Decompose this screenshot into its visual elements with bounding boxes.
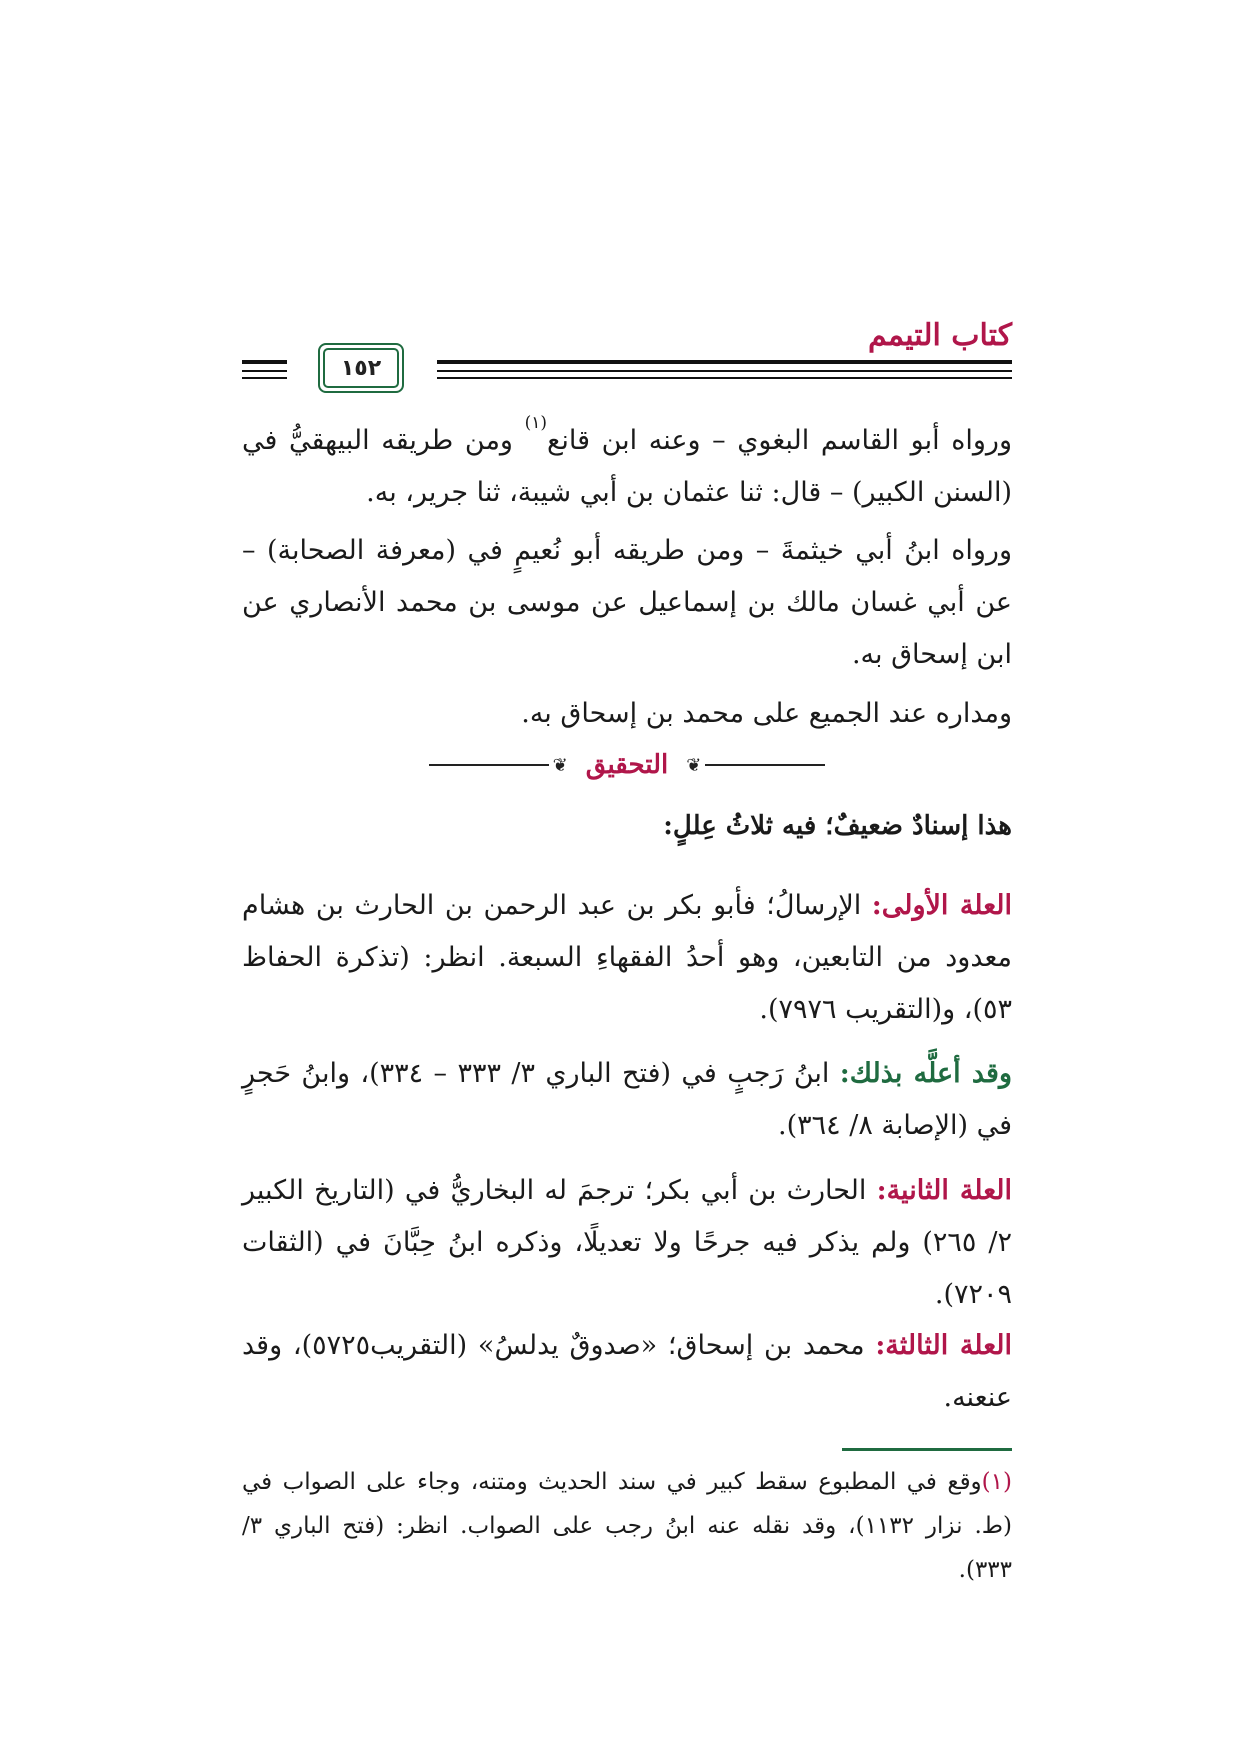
paragraph (242, 1320, 1012, 1424)
footnote-divider (842, 1448, 1012, 1451)
section-heading (242, 745, 1012, 785)
paragraph-text: محمد بن إسحاق؛ «صدوقٌ يدلسُ» (التقريب٥٧٢٥)، وقد عنعنه. (242, 1330, 1012, 1413)
footnote-text: وقع في المطبوع سقط كبير في سند الحديث ومتنه، وجاء على الصواب في (ط. نزار ١١٣٢)، وقد نقله عنه ابنُ رجب على الصواب. انظر: (فتح الباري ٣/ ٣٣٣). (242, 1469, 1012, 1583)
section-subheading: هذا إسنادٌ ضعيفٌ؛ فيه ثلاثُ عِللٍ: (663, 811, 1012, 841)
illness-label: العلة الأولى: (871, 890, 1012, 921)
page-header (242, 318, 1012, 393)
page-number-badge (318, 343, 404, 393)
paragraph (242, 880, 1012, 1036)
section-title: التحقيق (585, 750, 669, 780)
page-number: ١٥٢ (323, 348, 399, 388)
book-title: كتاب التيمم (867, 318, 1012, 353)
paragraph (242, 1165, 1012, 1321)
ornament-icon: ❦ (686, 754, 702, 776)
paragraph-text: الإرسالُ؛ فأبو بكر بن عبد الرحمن بن الحارث بن هشام معدود من التابعين، وهو أحدُ الفقهاءِ السبعة. انظر: (تذكرة الحفاظ ٥٣)، و(التقريب ٧٩٧٦). (242, 890, 1012, 1025)
paragraph-text: ومن طريقه البيهقيُّ في (السنن الكبير) – قال: ثنا عثمان بن أبي شيبة، ثنا جرير، به. (242, 425, 1012, 508)
divider (429, 764, 549, 766)
footnote-reference[interactable]: (١) (524, 413, 547, 433)
paragraph (242, 1048, 1012, 1152)
ornament-icon: ❦ (552, 754, 568, 776)
paragraph-text: الحارث بن أبي بكر؛ ترجمَ له البخاريُّ في (التاريخ الكبير ٢/ ٢٦٥) ولم يذكر فيه جرحًا ولا تعديلًا، وذكره ابنُ حِبَّانَ في (الثقات ٧٢٠٩). (242, 1175, 1012, 1310)
illness-label: العلة الثالثة: (875, 1330, 1012, 1361)
footnote-number: (١) (981, 1469, 1012, 1495)
paragraph (242, 415, 1012, 519)
paragraph-text: ابنُ رَجبٍ في (فتح الباري ٣/ ٣٣٣ – ٣٣٤)، وابنُ حَجرٍ في (الإصابة ٨/ ٣٦٤). (242, 1058, 1012, 1141)
illness-label: وقد أعلَّه بذلك: (839, 1058, 1012, 1089)
paragraph-text: ورواه أبو القاسم البغوي – وعنه ابن قانع (546, 425, 1012, 456)
illness-label: العلة الثانية: (876, 1175, 1012, 1206)
divider (705, 764, 825, 766)
paragraph: ورواه ابنُ أبي خيثمةَ – ومن طريقه أبو نُعيمٍ في (معرفة الصحابة) – عن أبي غسان مالك بن إسماعيل عن موسى بن محمد الأنصاري عن ابن إسحاق به. (242, 535, 1012, 670)
paragraph: ومداره عند الجميع على محمد بن إسحاق به. (521, 698, 1012, 729)
footnote (242, 1460, 1012, 1592)
